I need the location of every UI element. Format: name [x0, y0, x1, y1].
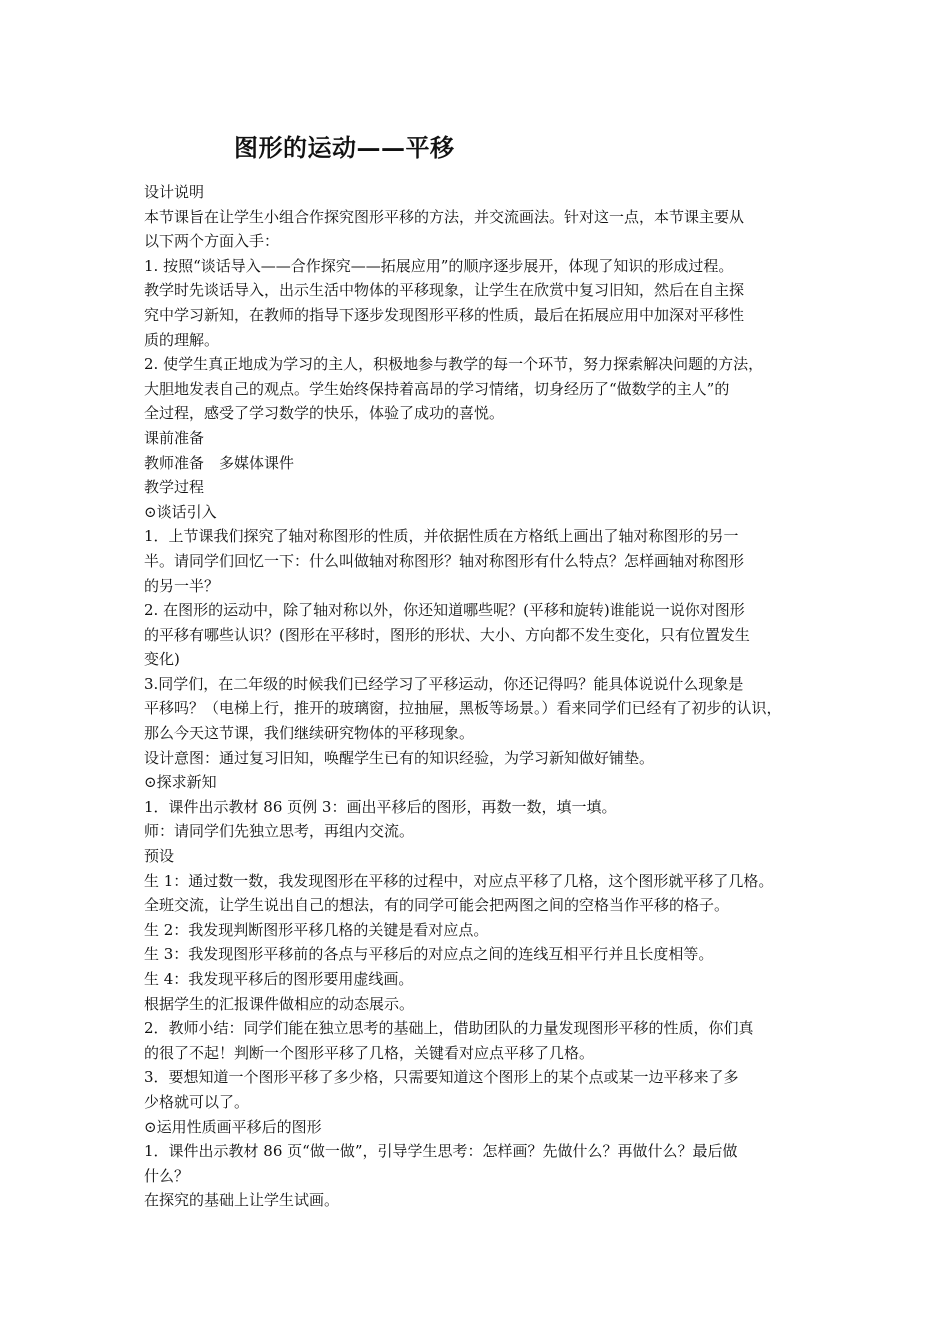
text-line: 根据学生的汇报课件做相应的动态展示。 [144, 994, 415, 1013]
text-line: 预设 [144, 847, 175, 866]
text-line: 全过程，感受了学习数学的快乐，体验了成功的喜悦。 [144, 404, 505, 423]
text-line: ⊙运用性质画平移后的图形 [144, 1117, 322, 1136]
text-line: 课前准备 [144, 428, 205, 447]
text-line: 那么今天这节课，我们继续研究物体的平移现象。 [144, 724, 475, 743]
text-line: 设计说明 [144, 183, 205, 201]
document-title: 图形的运动——平移 [234, 133, 455, 162]
text-line: 3.同学们，在二年级的时候我们已经学习了平移运动，你还记得吗？能具体说说什么现象是 [144, 674, 744, 693]
text-line: 生 3：我发现图形平移前的各点与平移后的对应点之间的连线互相平行并且长度相等。 [144, 945, 714, 964]
text-line: 变化) [144, 650, 180, 669]
text-line: 2．教师小结：同学们能在独立思考的基础上，借助团队的力量发现图形平移的性质，你们真 [144, 1019, 754, 1038]
text-line: 大胆地发表自己的观点。学生始终保持着高昂的学习情绪，切身经历了“做数学的主人”的 [144, 379, 730, 398]
text-line: 在探究的基础上让学生试画。 [144, 1191, 340, 1210]
text-line: 质的理解。 [144, 330, 220, 349]
text-line: 1．课件出示教材 86 页例 3：画出平移后的图形，再数一数，填一填。 [144, 797, 617, 816]
text-line: 设计意图：通过复习旧知，唤醒学生已有的知识经验，为学习新知做好铺垫。 [144, 748, 655, 767]
text-line: 1．上节课我们探究了轴对称图形的性质，并依据性质在方格纸上画出了轴对称图形的另一 [144, 527, 739, 546]
text-line: 以下两个方面入手： [144, 232, 280, 251]
text-line: 3．要想知道一个图形平移了多少格，只需要知道这个图形上的某个点或某一边平移来了多 [144, 1068, 739, 1087]
text-line: 少格就可以了。 [144, 1092, 250, 1111]
text-line: 半。请同学们回忆一下：什么叫做轴对称图形？轴对称图形有什么特点？怎样画轴对称图形 [144, 551, 745, 570]
text-line: 2. 在图形的运动中，除了轴对称以外，你还知道哪些呢？(平移和旋转)谁能说一说你对图形 [144, 601, 745, 620]
text-line: 2. 使学生真正地成为学习的主人，积极地参与教学的每一个环节，努力探索解决问题的方法， [144, 355, 764, 374]
text-line: 全班交流，让学生说出自己的想法，有的同学可能会把两图之间的空格当作平移的格子。 [144, 896, 730, 915]
text-line: 1．课件出示教材 86 页“做一做”，引导学生思考：怎样画？先做什么？再做什么？最后做 [144, 1142, 738, 1161]
text-line: 师：请同学们先独立思考，再组内交流。 [144, 822, 415, 841]
text-line: 什么？ [144, 1166, 190, 1185]
text-line: 究中学习新知，在教师的指导下逐步发现图形平移的性质，最后在拓展应用中加深对平移性 [144, 305, 745, 324]
text-line: 教学时先谈话导入，出示生活中物体的平移现象，让学生在欣赏中复习旧知，然后在自主探 [144, 281, 745, 300]
text-line: 教师准备 多媒体课件 [144, 453, 295, 472]
text-line: 的平移有哪些认识？(图形在平移时，图形的形状、大小、方向都不发生变化，只有位置发生 [144, 625, 750, 644]
text-line: 生 2：我发现判断图形平移几格的关键是看对应点。 [144, 920, 489, 939]
text-line: 的另一半？ [144, 576, 220, 595]
text-line: ⊙探求新知 [144, 773, 217, 792]
text-line: 的很了不起！判断一个图形平移了几格，关键看对应点平移了几格。 [144, 1043, 595, 1062]
text-line: 本节课旨在让学生小组合作探究图形平移的方法，并交流画法。针对这一点，本节课主要从 [144, 207, 745, 226]
document-page [144, 128, 814, 1213]
text-line: 平移吗？（电梯上行，推开的玻璃窗，拉抽屉，黑板等场景。）看来同学们已经有了初步的认识， [144, 699, 782, 718]
text-line: 1. 按照“谈话导入——合作探究——拓展应用”的顺序逐步展开，体现了知识的形成过程。 [144, 256, 734, 275]
document-body [144, 180, 814, 1213]
text-line: 教学过程 [144, 478, 205, 497]
text-line: 生 4：我发现平移后的图形要用虚线画。 [144, 970, 414, 988]
text-line: ⊙谈话引入 [144, 502, 217, 521]
text-line: 生 1：通过数一数，我发现图形在平移的过程中，对应点平移了几格，这个图形就平移了几格。 [144, 871, 774, 890]
